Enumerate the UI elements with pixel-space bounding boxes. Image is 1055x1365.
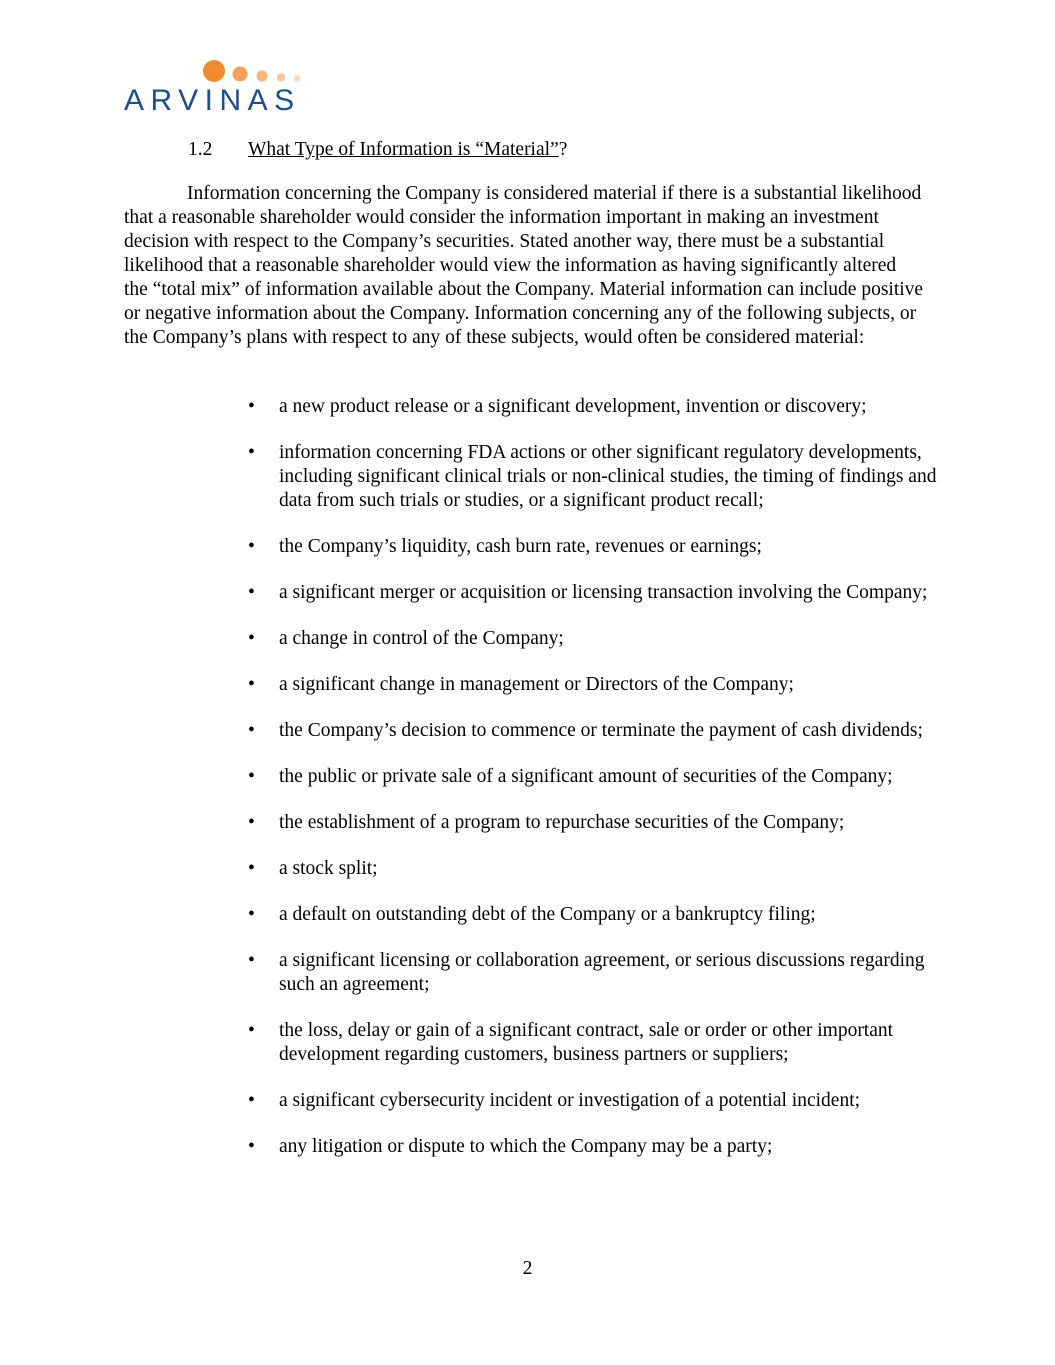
list-item-text: any litigation or dispute to which the Company may be a party; bbox=[279, 1136, 773, 1157]
list-item bbox=[248, 1135, 938, 1159]
list-item-text: the Company’s decision to commence or terminate the payment of cash dividends; bbox=[279, 720, 923, 741]
list-item-text: a significant change in management or Directors of the Company; bbox=[279, 674, 794, 695]
list-item bbox=[248, 441, 938, 513]
bullet-icon: • bbox=[248, 674, 255, 695]
bullet-icon: • bbox=[248, 720, 255, 741]
list-item bbox=[248, 1019, 938, 1067]
list-item bbox=[248, 581, 938, 605]
bullet-icon: • bbox=[248, 628, 255, 649]
bullet-icon: • bbox=[248, 1020, 255, 1041]
list-item-text: a default on outstanding debt of the Company or a bankruptcy filing; bbox=[279, 904, 816, 925]
list-item bbox=[248, 673, 938, 697]
bullet-icon: • bbox=[248, 582, 255, 603]
section-number: 1.2 bbox=[188, 139, 213, 160]
bullet-icon: • bbox=[248, 1090, 255, 1111]
bullet-list bbox=[248, 395, 938, 1181]
list-item-text: a stock split; bbox=[279, 858, 378, 879]
bullet-icon: • bbox=[248, 536, 255, 557]
bullet-icon: • bbox=[248, 812, 255, 833]
list-item-text: a significant merger or acquisition or licensing transaction involving the Company; bbox=[279, 582, 928, 603]
logo-wordmark: ARVINAS bbox=[124, 84, 301, 117]
bullet-icon: • bbox=[248, 442, 255, 463]
bullet-icon: • bbox=[248, 1136, 255, 1157]
list-item-text: a significant licensing or collaboration agreement, or serious discussions regarding such an agreement; bbox=[279, 950, 925, 995]
list-item bbox=[248, 719, 938, 743]
list-item bbox=[248, 395, 938, 419]
list-item bbox=[248, 811, 938, 835]
section-heading bbox=[188, 138, 567, 162]
bullet-icon: • bbox=[248, 766, 255, 787]
list-item-text: the public or private sale of a significant amount of securities of the Company; bbox=[279, 766, 893, 787]
list-item-text: a significant cybersecurity incident or investigation of a potential incident; bbox=[279, 1090, 861, 1111]
list-item-text: information concerning FDA actions or other significant regulatory developments, including significant clinical trials or non-clinical studies, the timing of findings and data from such trials or studies, or a significant product recall; bbox=[279, 442, 937, 511]
bullet-icon: • bbox=[248, 396, 255, 417]
list-item-text: a new product release or a significant development, invention or discovery; bbox=[279, 396, 867, 417]
list-item-text: the loss, delay or gain of a significant contract, sale or order or other important development regarding customers, business partners or suppliers; bbox=[279, 1020, 894, 1065]
list-item bbox=[248, 1089, 938, 1113]
list-item-text: a change in control of the Company; bbox=[279, 628, 564, 649]
bullet-icon: • bbox=[248, 950, 255, 971]
list-item bbox=[248, 949, 938, 997]
list-item bbox=[248, 627, 938, 651]
list-item-text: the Company’s liquidity, cash burn rate, revenues or earnings; bbox=[279, 536, 762, 557]
body-paragraph: Information concerning the Company is considered material if there is a substantial likelihood that a reasonable shareholder would consider the information important in making an investment decision with respect to the Company’s securities. Stated another way, there must be a substantial likelihood that a reasonable shareholder would view the information as having significantly altered the “total mix” of information available about the Company. Material information can include positive or negative information about the Company. Information concerning any of the following subjects, or the Company’s plans with respect to any of these subjects, would often be considered material: bbox=[124, 183, 924, 348]
list-item bbox=[248, 857, 938, 881]
section-title: What Type of Information is “Material” bbox=[248, 139, 559, 160]
company-logo bbox=[124, 58, 314, 118]
bullet-icon: • bbox=[248, 858, 255, 879]
list-item-text: the establishment of a program to repurchase securities of the Company; bbox=[279, 812, 845, 833]
list-item bbox=[248, 765, 938, 789]
list-item bbox=[248, 903, 938, 927]
section-title-suffix: ? bbox=[558, 139, 568, 160]
list-item bbox=[248, 535, 938, 559]
page-number: 2 bbox=[522, 1258, 533, 1279]
bullet-icon: • bbox=[248, 904, 255, 925]
